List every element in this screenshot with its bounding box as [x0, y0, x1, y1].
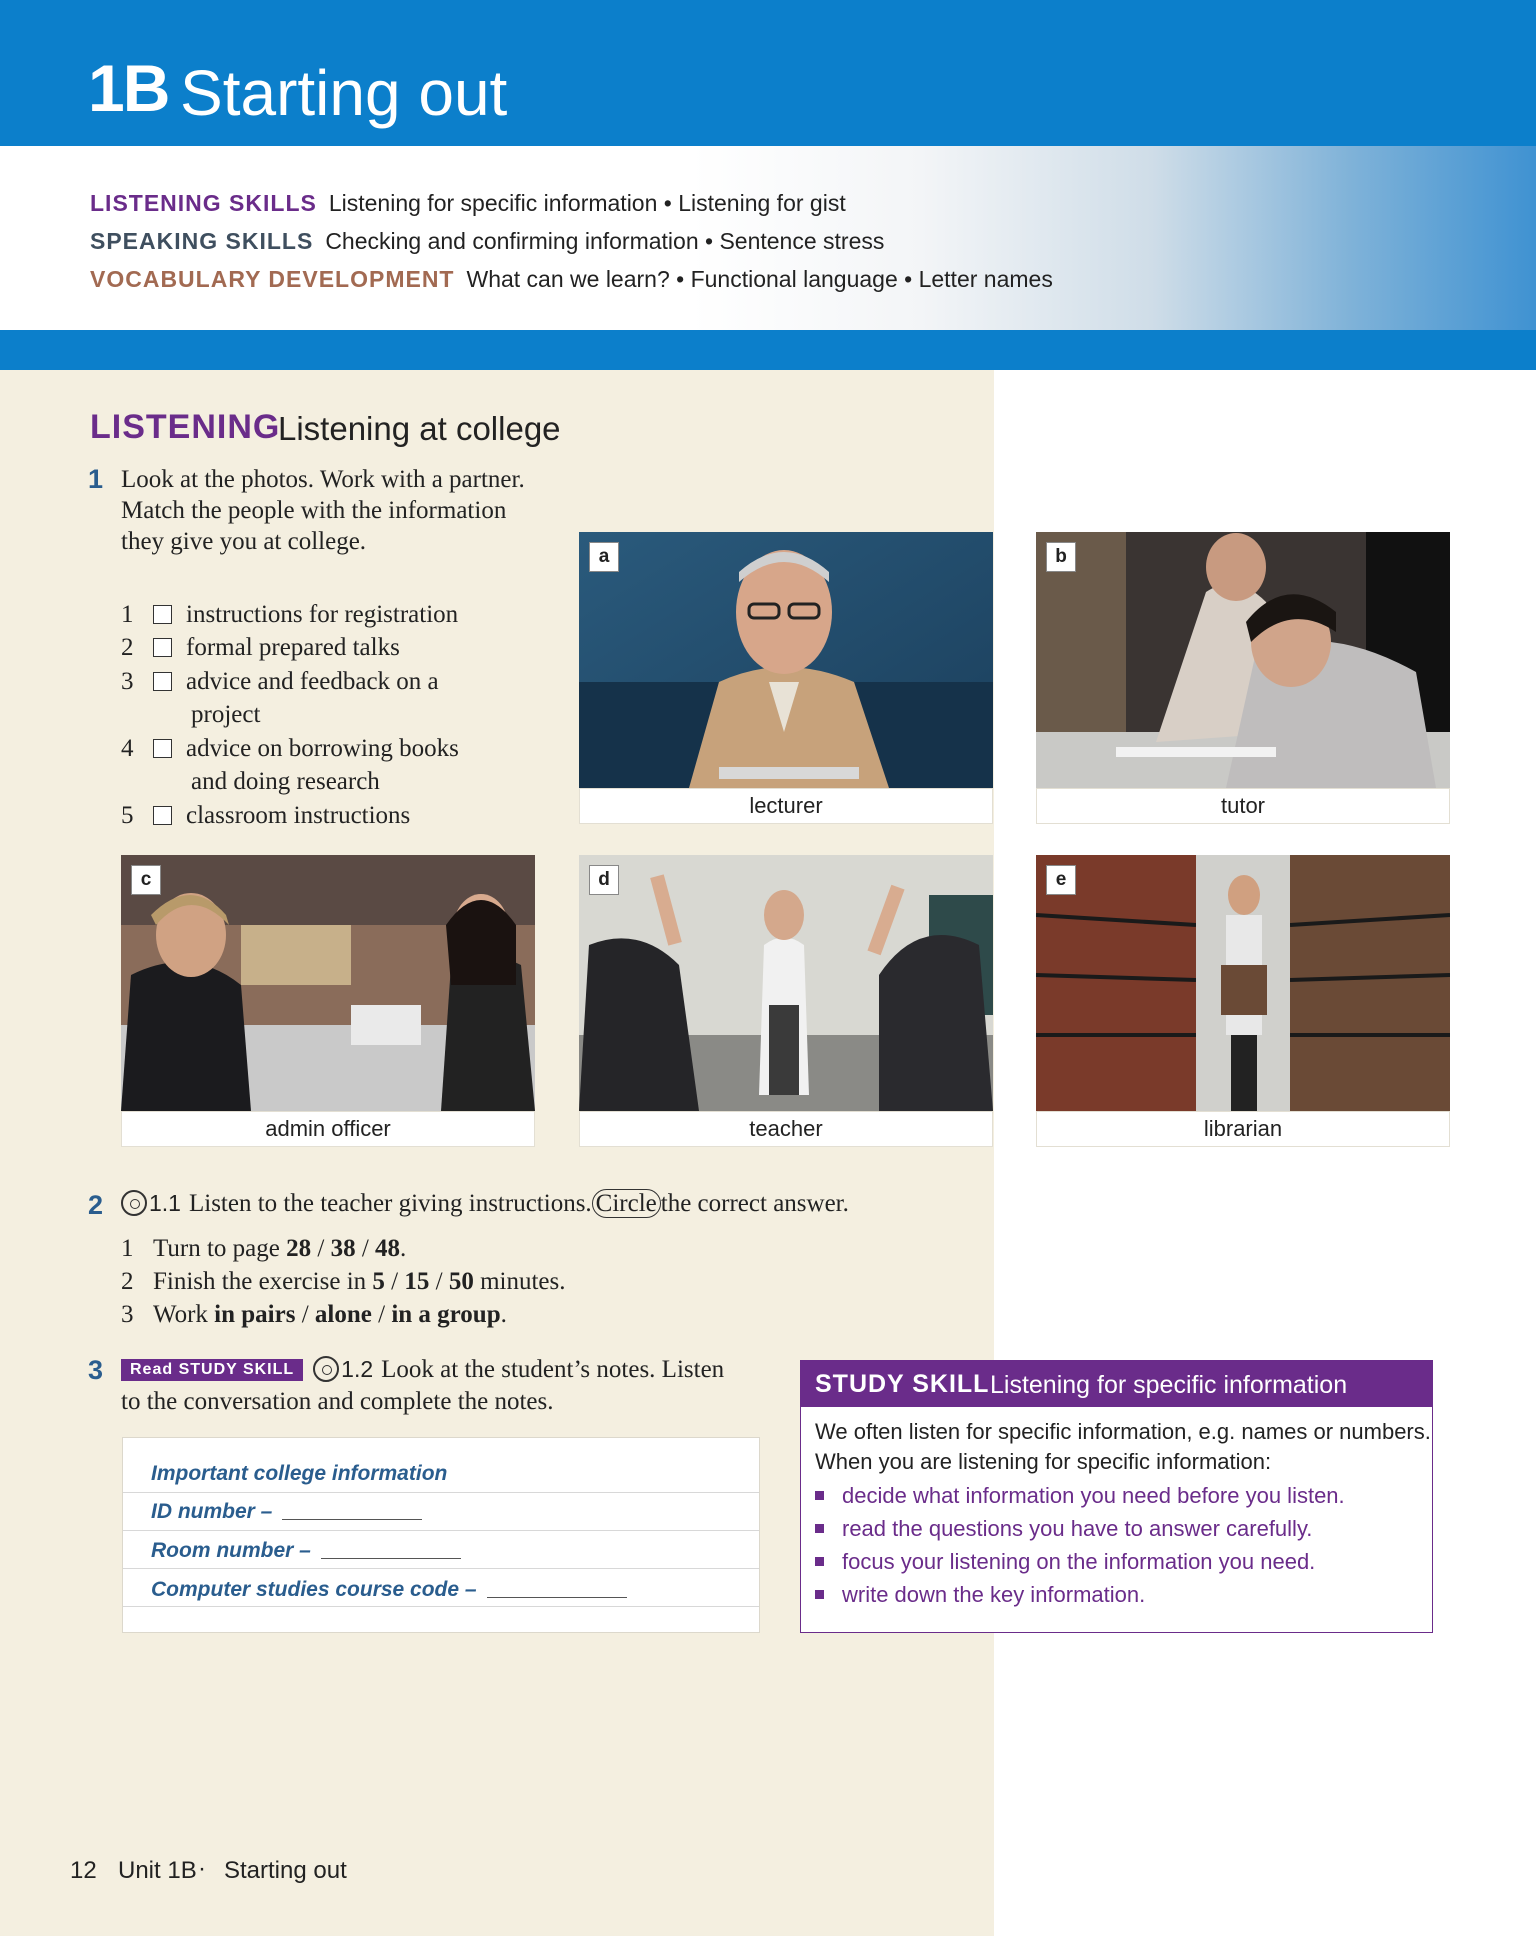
photo-letter-c: c — [131, 865, 161, 895]
match-item-number: 4 — [121, 735, 134, 762]
photo-caption-librarian: librarian — [1036, 1111, 1450, 1147]
notes-divider — [123, 1568, 759, 1569]
question-number: 2 — [121, 1268, 134, 1295]
notes-room-number — [151, 1539, 461, 1563]
bullet-square-icon — [815, 1524, 824, 1533]
photo-lecturer-image — [579, 532, 993, 788]
study-skill-bullet-2 — [815, 1516, 1312, 1542]
question-text: Finish the exercise in — [153, 1268, 373, 1295]
match-checkbox-5[interactable] — [153, 806, 172, 825]
bullet-text: decide what information you need before you listen. — [842, 1483, 1345, 1508]
photo-admin-officer-image — [121, 855, 535, 1111]
bullet-square-icon — [815, 1557, 824, 1566]
study-skill-bullet-1 — [815, 1483, 1345, 1509]
match-item-text: advice and feedback on a — [186, 668, 439, 695]
photo-letter-a: a — [589, 542, 619, 572]
study-skill-bullet-3 — [815, 1549, 1315, 1575]
match-item-1 — [121, 598, 541, 631]
exercise-2-text-a: Listen to the teacher giving instructions. — [188, 1190, 592, 1217]
exercise-3-number: 3 — [88, 1355, 104, 1385]
match-item-4 — [121, 732, 541, 795]
section-label: LISTENING — [90, 408, 281, 446]
option-5[interactable]: 5 — [372, 1268, 385, 1295]
option-in-a-group[interactable]: in a group — [391, 1301, 501, 1328]
match-item-continuation: project — [191, 701, 261, 728]
footer-page-number: 12 — [70, 1857, 97, 1884]
photo-caption-teacher: teacher — [579, 1111, 993, 1147]
photo-tutor — [1036, 532, 1450, 788]
speaking-skills-label: SPEAKING SKILLS — [90, 228, 314, 254]
audio-track-1-1[interactable]: 1.1 — [149, 1190, 181, 1216]
study-skill-title: Listening for specific information — [990, 1371, 1348, 1399]
question-number: 3 — [121, 1301, 134, 1328]
notes-divider — [123, 1492, 759, 1493]
bullet-text: focus your listening on the information you need. — [842, 1549, 1316, 1574]
match-item-continuation: and doing research — [191, 768, 380, 795]
match-item-number: 5 — [121, 802, 134, 829]
option-38[interactable]: 38 — [330, 1235, 356, 1262]
id-number-blank[interactable] — [282, 1519, 422, 1520]
question-1 — [121, 1235, 406, 1263]
speaking-skills-text: Checking and confirming information • Sentence stress — [325, 228, 885, 254]
match-checkbox-3[interactable] — [153, 672, 172, 691]
photo-librarian — [1036, 855, 1450, 1111]
study-skill-header — [801, 1361, 1432, 1407]
footer-unit: Unit 1B — [118, 1857, 197, 1884]
course-code-label: Computer studies course code – — [151, 1578, 477, 1601]
unit-code: 1B — [88, 51, 169, 125]
option-separator: / — [384, 1268, 405, 1295]
vocabulary-label: VOCABULARY DEVELOPMENT — [90, 266, 455, 292]
photo-teacher-image — [579, 855, 993, 1111]
footer-title: Starting out — [224, 1857, 347, 1884]
option-separator: / — [355, 1235, 376, 1262]
audio-cd-icon[interactable] — [313, 1356, 339, 1382]
bullet-text: read the questions you have to answer carefully. — [842, 1516, 1313, 1541]
circle-word: Circle — [592, 1189, 661, 1218]
option-alone[interactable]: alone — [314, 1301, 372, 1328]
question-3 — [121, 1301, 507, 1329]
option-15[interactable]: 15 — [404, 1268, 430, 1295]
question-text-end: . — [500, 1301, 507, 1328]
photo-admin-officer — [121, 855, 535, 1111]
study-skill-box — [800, 1360, 1433, 1633]
question-text: Work — [153, 1301, 215, 1328]
photo-lecturer — [579, 532, 993, 788]
match-item-text: advice on borrowing books — [186, 735, 459, 762]
bullet-text: write down the key information. — [842, 1582, 1146, 1607]
photo-caption-lecturer: lecturer — [579, 788, 993, 824]
study-skill-bullet-4 — [815, 1582, 1145, 1608]
exercise-3-instruction-line1 — [121, 1356, 724, 1384]
speaking-skills-row — [90, 228, 884, 255]
exercise-3-text-1: Look at the student’s notes. Listen — [381, 1356, 725, 1383]
exercise-2-instruction — [121, 1190, 849, 1218]
photo-letter-b: b — [1046, 542, 1076, 572]
notes-course-code — [151, 1578, 627, 1602]
photo-librarian-image — [1036, 855, 1450, 1111]
option-in-pairs[interactable]: in pairs — [214, 1301, 296, 1328]
section-title: Listening at college — [278, 410, 561, 447]
header-blue-strip — [0, 330, 1536, 370]
match-checkbox-4[interactable] — [153, 739, 172, 758]
id-number-label: ID number – — [151, 1500, 273, 1523]
room-number-label: Room number – — [151, 1539, 311, 1562]
vocabulary-text: What can we learn? • Functional language • Letter names — [466, 266, 1053, 292]
match-checkbox-2[interactable] — [153, 638, 172, 657]
match-item-number: 3 — [121, 668, 134, 695]
bullet-square-icon — [815, 1590, 824, 1599]
notes-heading: Important college information — [151, 1462, 448, 1485]
exercise-3-instruction-line2: to the conversation and complete the notes. — [121, 1388, 554, 1415]
photo-letter-e: e — [1046, 865, 1076, 895]
exercise-2-number: 2 — [88, 1190, 104, 1220]
notes-id-number — [151, 1500, 422, 1524]
option-separator: / — [371, 1301, 392, 1328]
audio-cd-icon[interactable] — [121, 1190, 147, 1216]
unit-title: Starting out — [180, 57, 508, 129]
question-text-end: . — [400, 1235, 407, 1262]
notes-divider — [123, 1530, 759, 1531]
listening-skills-label: LISTENING SKILLS — [90, 190, 317, 216]
match-item-2 — [121, 631, 541, 664]
photo-letter-d: d — [589, 865, 619, 895]
exercise-1-instruction: Look at the photos. Work with a partner. Match the people with the information they give you at college. — [121, 466, 525, 555]
study-skill-label: STUDY SKILL — [815, 1370, 990, 1398]
option-50[interactable]: 50 — [448, 1268, 474, 1295]
option-separator: / — [295, 1301, 315, 1328]
question-number: 1 — [121, 1235, 134, 1262]
question-text: Turn to page — [153, 1235, 287, 1262]
match-item-text: classroom instructions — [186, 802, 411, 829]
student-notes-box — [122, 1437, 760, 1633]
match-item-text: formal prepared talks — [186, 634, 400, 661]
exercise-2-text-b: the correct answer. — [660, 1190, 849, 1217]
photo-caption-admin-officer: admin officer — [121, 1111, 535, 1147]
photo-tutor-image — [1036, 532, 1450, 788]
footer-separator: · — [198, 1855, 206, 1882]
audio-track-1-2[interactable]: 1.2 — [341, 1356, 374, 1382]
read-study-skill-badge[interactable]: Read STUDY SKILL — [121, 1359, 303, 1381]
photo-teacher — [579, 855, 993, 1111]
match-item-5 — [121, 799, 541, 832]
match-item-3 — [121, 665, 541, 728]
exercise-1-number: 1 — [88, 464, 104, 494]
option-28[interactable]: 28 — [286, 1235, 312, 1262]
notes-divider — [123, 1606, 759, 1607]
option-48[interactable]: 48 — [375, 1235, 401, 1262]
match-item-text: instructions for registration — [186, 601, 459, 628]
listening-skills-row — [90, 190, 846, 217]
match-item-number: 1 — [121, 601, 134, 628]
vocabulary-row — [90, 266, 1053, 293]
photo-caption-tutor: tutor — [1036, 788, 1450, 824]
listening-skills-text: Listening for specific information • Listening for gist — [328, 190, 846, 216]
match-checkbox-1[interactable] — [153, 605, 172, 624]
match-item-number: 2 — [121, 634, 134, 661]
question-2 — [121, 1268, 565, 1296]
option-separator: / — [311, 1235, 331, 1262]
question-text-end: minutes. — [473, 1268, 566, 1295]
course-code-blank[interactable] — [487, 1597, 627, 1598]
option-separator: / — [429, 1268, 449, 1295]
bullet-square-icon — [815, 1491, 824, 1500]
study-skill-intro-2: When you are listening for specific information: — [815, 1449, 1272, 1474]
study-skill-intro-1: We often listen for specific information, e.g. names or numbers. — [815, 1419, 1431, 1444]
room-number-blank[interactable] — [321, 1558, 461, 1559]
